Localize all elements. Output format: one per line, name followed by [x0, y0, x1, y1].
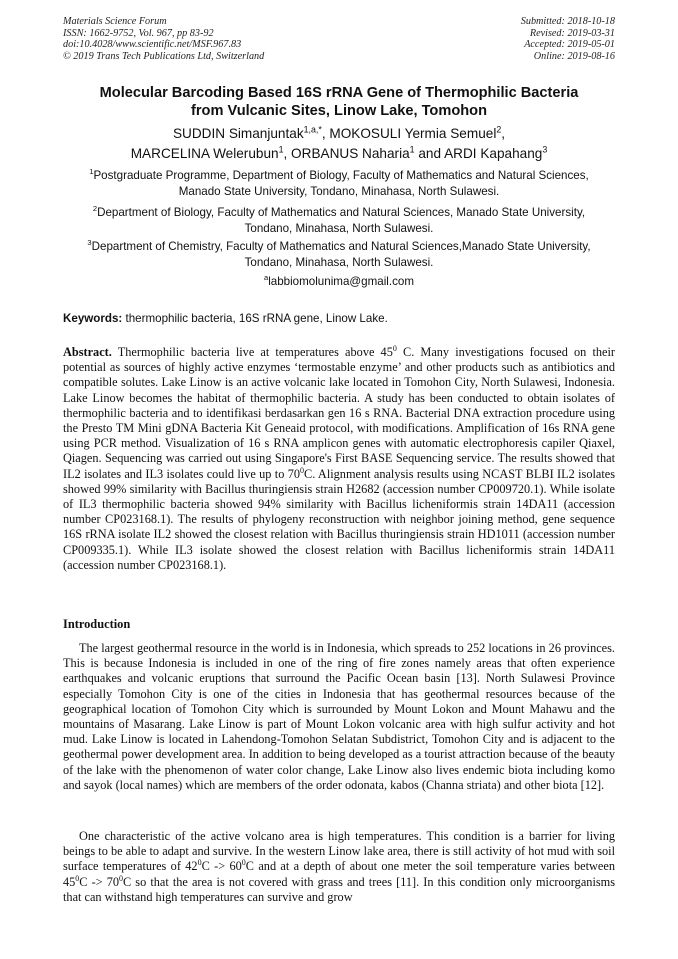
abstract	[63, 345, 615, 573]
abstract-label: Abstract.	[63, 345, 112, 359]
affiliation-line: Postgraduate Programme, Department of Biology, Faculty of Mathematics and Natural Sciences,	[93, 169, 589, 182]
affiliation-2	[63, 205, 615, 237]
paragraph-text: C -> 70	[79, 874, 120, 889]
date-online: Online: 2019-08-16	[533, 50, 615, 62]
author-sup: 1	[409, 144, 415, 155]
degree-sup: 0	[241, 858, 246, 868]
date-revised: Revised: 2019-03-31	[529, 27, 615, 39]
author-sup: 1,a,*	[303, 124, 322, 135]
email-link[interactable]: labbiomolunima@gmail.com	[268, 275, 414, 288]
publication-dates	[521, 16, 615, 62]
affiliation-line: Department of Biology, Faculty of Mathematics and Natural Sciences, Manado State University,	[97, 206, 586, 219]
paragraph-text: C -> 60	[201, 859, 242, 874]
degree-sup: 0	[392, 343, 397, 353]
author-name: SUDDIN Simanjuntak	[172, 126, 304, 141]
journal-info	[63, 16, 264, 62]
paragraph-text: C so that the area is not covered with grass and trees [11]. In this condition only microorganisms that can withstand high temperatures can survive and grow	[63, 874, 615, 904]
date-submitted: Submitted: 2018-10-18	[520, 16, 615, 27]
author-separator: ,	[501, 126, 506, 141]
intro-paragraph-2	[63, 829, 615, 905]
degree-sup: 0	[75, 873, 80, 883]
author-name: MARCELINA Welerubun	[130, 146, 279, 161]
keywords-label: Keywords:	[63, 312, 123, 325]
affiliation-line: Tondano, Minahasa, North Sulawesi.	[244, 222, 434, 235]
journal-issn: ISSN: 1662-9752, Vol. 967, pp 83-92	[63, 27, 214, 39]
paper-title	[40, 84, 638, 120]
keywords-text: thermophilic bacteria, 16S rRNA gene, Linow Lake.	[122, 312, 388, 325]
affiliation-line: Manado State University, Tondano, Minahasa, North Sulawesi.	[178, 185, 500, 198]
author-name: and ARDI Kapahang	[414, 146, 543, 161]
degree-sup: 0	[300, 465, 304, 475]
journal-doi[interactable]: doi:10.4028/www.scientific.net/MSF.967.83	[63, 39, 242, 51]
affiliation-1	[63, 168, 615, 200]
author-name: , ORBANUS Naharia	[283, 146, 410, 161]
affiliation-3	[63, 239, 615, 271]
author-sup: 2	[496, 124, 502, 135]
journal-name: Materials Science Forum	[63, 16, 167, 27]
email-sup: a	[263, 273, 269, 283]
affiliation-sup: 3	[87, 238, 92, 248]
abstract-text: Thermophilic bacteria live at temperatures above 45	[111, 345, 393, 359]
intro-paragraph-1: The largest geothermal resource in the world is in Indonesia, which spreads to 252 locations in 26 provinces. This is because Indonesia is included in one of the ring of fire zones namely areas that often experience earthquakes and volcanic eruptions that surround the Pacific Ocean basin [13]. North Sulawesi Province especially Tomohon City is one of the cities in Indonesia that has geothermal resources because of the geographical location of Tomohon City which is surrounded by Mount Lokon and Mount Mahawu and the mountains of Masarang. Lake Linow is part of Mount Lokon volcanic area with high sulfur activity and hot mud. Lake Linow is located in Lahendong-Tomohon Selatan Subdistrict, Tomohon City and is adjacent to the geothermal power development area. In addition to being developed as a tourist attraction because of the beauty of the lake with the phenomenon of water color change, Lake Linow also lives endemic biota including komo and sayok (local names) which are members of the order odonata, kabos (Channa striata) and other biota [12].	[63, 641, 615, 792]
author-list	[40, 124, 638, 164]
title-line-2: from Vulcanic Sites, Linow Lake, Tomohon	[191, 103, 487, 119]
affiliation-sup: 2	[92, 204, 98, 214]
degree-sup: 0	[119, 873, 124, 883]
affiliation-sup: 1	[89, 167, 94, 177]
paragraph-text: C and at a depth of about one meter the soil temperature varies between 45	[63, 859, 615, 889]
author-name: , MOKOSULI Yermia Semuel	[321, 126, 497, 141]
section-heading-introduction: Introduction	[63, 617, 131, 631]
date-accepted: Accepted: 2019-05-01	[524, 39, 615, 51]
author-sup: 1	[278, 144, 284, 155]
abstract-text: C. Many investigations focused on their potential as sources of highly active enzymes ‘termostable enzyme’ and other products such as antibiotics and compatible solutes. Lake Linow is an active volcanic lake located in Tomohon City, North Sulawesi, Indonesia. Lake Linow becomes the habitat of thermophilic bacteria. A study has been conducted to obtain isolates of thermophilic bacteria and to identifikasi berdasarkan gen 16 s RNA. Bacterial DNA extraction procedure using the Presto TM Mini gDNA Bacteria Kit Geneaid protocol, with modifications. Amplification of 16s RNA gene using PCR method. Visualization of 16 s RNA amplicon genes with automatic electrophoresis capiler Qiaxel, Qiagen. Sequencing was carried out using Singapore's First BASE Sequencing service. The results showed that IL2 isolates and IL3 isolates could live up to 70	[63, 345, 615, 481]
affiliation-line: Department of Chemistry, Faculty of Mathematics and Natural Sciences,Manado State University,	[91, 240, 591, 253]
title-line-1: Molecular Barcoding Based 16S rRNA Gene of Thermophilic Bacteria	[99, 85, 579, 101]
abstract-text: C. Alignment analysis results using NCAST BLBI IL2 isolates showed 99% similarity with Bacillus thuringiensis strain H2682 (accession number CP009720.1). While isolate of IL3 thermophilic bacteria showed 94% similarity with Bacillus licheniformis strain 14DA11 (accession number CP023168.1). The results of phylogeny reconstruction with neighbor joining method, gene sequence 16S rRNA isolate IL2 showed the closest relation with Bacillus thuringiensis strain HD1011 (accession number CP009335.1). While IL3 isolate showed the closest relation with Bacillus licheniformis strain 14DA11 (accession number CP023168.1).	[63, 466, 616, 572]
paragraph-text: One characteristic of the active volcano area is high temperatures. This condition is a barrier for living beings to be able to adapt and survive. In the western Linow lake area, there is still activity of hot mud with soil surface temperatures of 42	[63, 829, 615, 874]
author-sup: 3	[542, 144, 548, 155]
affiliation-line: Tondano, Minahasa, North Sulawesi.	[244, 256, 434, 269]
journal-copyright: © 2019 Trans Tech Publications Ltd, Switzerland	[63, 50, 265, 62]
keywords	[63, 311, 615, 326]
corresponding-email	[63, 274, 615, 290]
degree-sup: 0	[197, 858, 202, 868]
